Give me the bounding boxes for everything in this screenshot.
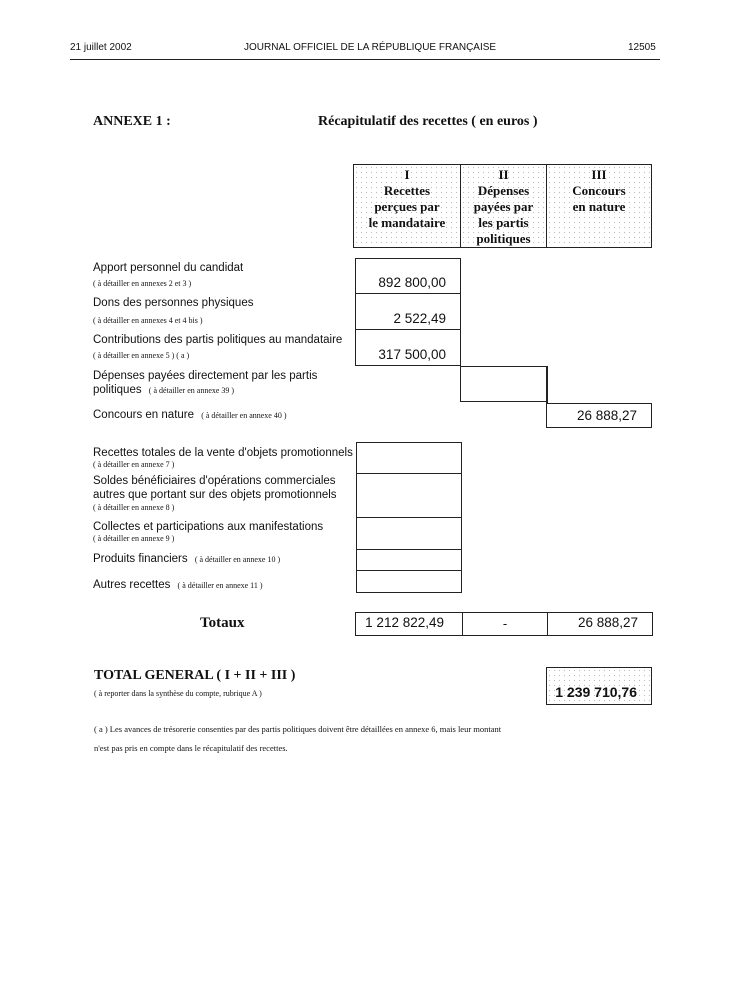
row-note-soldes: ( à détailler en annexe 8 ) <box>93 503 175 512</box>
column-header-line: le mandataire <box>368 215 446 230</box>
cell-collectes-value <box>356 517 462 550</box>
row-label-soldes: Soldes bénéficiaires d'opérations commerciales <box>93 475 336 487</box>
row-label-apport: Apport personnel du candidat <box>93 262 244 274</box>
cell-produits-value <box>356 549 462 571</box>
total-col2: - <box>462 612 548 636</box>
row-label-text: Autres recettes <box>93 579 171 591</box>
row-note-apport: ( à détailler en annexes 2 et 3 ) <box>93 279 192 288</box>
row-label-produits <box>93 552 280 566</box>
footnote-line-2: n'est pas pris en compte dans le récapitulatif des recettes. <box>94 743 288 753</box>
row-label-text: Concours en nature <box>93 409 195 421</box>
column-header-line: les partis <box>478 215 529 230</box>
header-page-number: 12505 <box>628 42 656 53</box>
total-col3: 26 888,27 <box>547 612 653 636</box>
footnote-line-1: ( a ) Les avances de trésorerie consenties par des partis politiques doivent être détaillées en annexe 6, mais leur montant <box>94 724 502 734</box>
column-header-line: Recettes <box>383 183 431 198</box>
column-header-concours <box>546 164 652 248</box>
total-col1: 1 212 822,49 <box>355 612 463 636</box>
cell-dons-value: 2 522,49 <box>355 293 461 330</box>
row-label-dons: Dons des personnes physiques <box>93 297 254 309</box>
annex-title: Récapitulatif des recettes ( en euros ) <box>318 114 538 129</box>
annex-label: ANNEXE 1 : <box>93 114 171 129</box>
row-label-ventes: Recettes totales de la vente d'objets promotionnels <box>93 447 353 459</box>
row-label-text: politiques <box>93 384 142 396</box>
cell-autres-value <box>356 570 462 593</box>
cell-depenses-partis <box>460 366 548 402</box>
column-number: I <box>404 167 410 182</box>
row-note-contributions: ( à détailler en annexe 5 ) ( a ) <box>93 351 190 360</box>
cell-apport-value: 892 800,00 <box>355 258 461 294</box>
grand-total-value: 1 239 710,76 <box>546 667 652 705</box>
column-header-depenses <box>460 164 547 248</box>
cell-contributions-value: 317 500,00 <box>355 329 461 366</box>
column-number: III <box>591 167 607 182</box>
header-date: 21 juillet 2002 <box>70 42 132 53</box>
column-number: II <box>498 167 509 182</box>
column-header-line: Dépenses <box>477 183 530 198</box>
cell-soldes-value <box>356 473 462 518</box>
column-header-line: en nature <box>572 199 626 214</box>
row-label-autres <box>93 578 263 592</box>
row-note-collectes: ( à détailler en annexe 9 ) <box>93 534 175 543</box>
row-label-soldes-2: autres que portant sur des objets promotionnels <box>93 489 337 501</box>
row-label-collectes: Collectes et participations aux manifestations <box>93 521 324 533</box>
row-note-dons: ( à détailler en annexes 4 et 4 bis ) <box>93 316 203 325</box>
row-note-produits: ( à détailler en annexe 10 ) <box>194 555 281 564</box>
header-rule <box>70 59 660 60</box>
row-label-contributions: Contributions des partis politiques au mandataire <box>93 334 343 346</box>
totals-label: Totaux <box>200 615 245 631</box>
row-note-depenses-partis: ( à détailler en annexe 39 ) <box>148 386 235 395</box>
cell-ventes-value <box>356 442 462 474</box>
row-label-concours <box>93 408 287 422</box>
row-label-depenses-partis-2 <box>93 383 234 397</box>
column-header-line: perçues par <box>374 199 440 214</box>
column-header-recettes <box>353 164 461 248</box>
row-label-depenses-partis: Dépenses payées directement par les partis <box>93 370 318 382</box>
row-note-ventes: ( à détailler en annexe 7 ) <box>93 460 175 469</box>
row-label-text: Produits financiers <box>93 553 188 565</box>
column-header-line: politiques <box>476 231 531 246</box>
column-header-line: Concours <box>572 183 626 198</box>
column-header-line: payées par <box>473 199 534 214</box>
grand-total-label: TOTAL GENERAL ( I + II + III ) <box>94 668 296 683</box>
header-journal-title: JOURNAL OFFICIEL DE LA RÉPUBLIQUE FRANÇAISE <box>244 42 497 53</box>
cell-concours-value: 26 888,27 <box>546 403 652 428</box>
grand-total-note: ( à reporter dans la synthèse du compte, rubrique A ) <box>94 689 262 698</box>
row-note-concours: ( à détailler en annexe 40 ) <box>201 411 287 420</box>
row-note-autres: ( à détailler en annexe 11 ) <box>177 581 263 590</box>
cell-divider <box>546 366 548 404</box>
